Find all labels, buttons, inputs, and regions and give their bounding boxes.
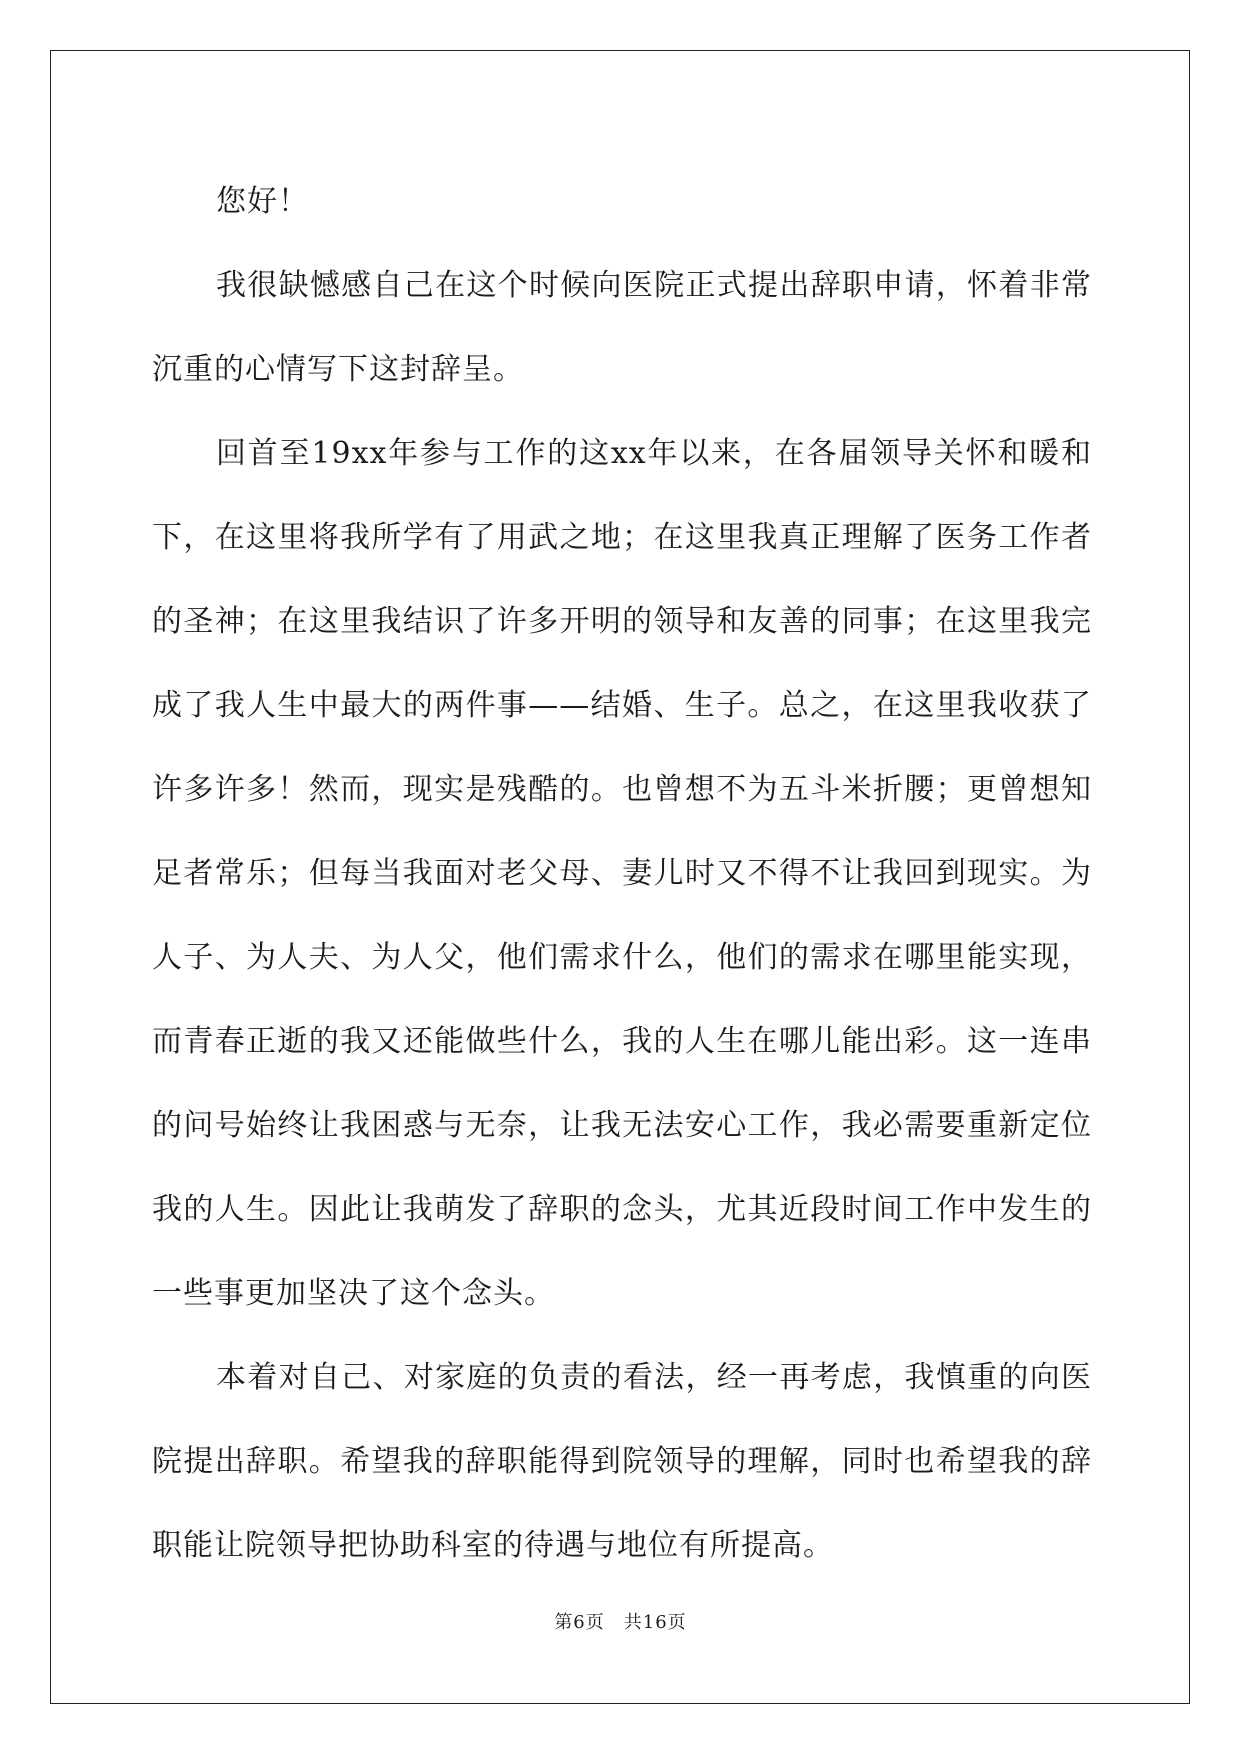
letter-paragraph: 回首至19xx年参与工作的这xx年以来，在各届领导关怀和暖和下，在这里将我所学有了用武之地；在这里我真正理解了医务工作者的圣神；在这里我结识了许多开明的领导和友善的同事；在这里我完成了我人生中最大的两件事——结婚、生子。总之，在这里我收获了许多许多！然而，现实是残酷的。也曾想不为五斗米折腰；更曾想知足者常乐；但每当我面对老父母、妻儿时又不得不让我回到现实。为人子、为人夫、为人父，他们需求什么，他们的需求在哪里能实现，而青春正逝的我又还能做些什么，我的人生在哪儿能出彩。这一连串的问号始终让我困惑与无奈，让我无法安心工作，我必需要重新定位我的人生。因此让我萌发了辞职的念头，尤其近段时间工作中发生的一些事更加坚决了这个念头。	[152, 436, 1092, 1311]
page-number-footer: 第6页 共16页	[554, 1612, 687, 1633]
letter-body	[152, 160, 1092, 1588]
letter-greeting: 您好！	[216, 184, 309, 219]
letter-paragraph: 本着对自己、对家庭的负责的看法，经一再考虑，我慎重的向医院提出辞职。希望我的辞职能得到院领导的理解，同时也希望我的辞职能让院领导把协助科室的待遇与地位有所提高。	[152, 1360, 1092, 1563]
letter-paragraph: 我很缺憾感自己在这个时候向医院正式提出辞职申请，怀着非常沉重的心情写下这封辞呈。	[152, 268, 1092, 387]
